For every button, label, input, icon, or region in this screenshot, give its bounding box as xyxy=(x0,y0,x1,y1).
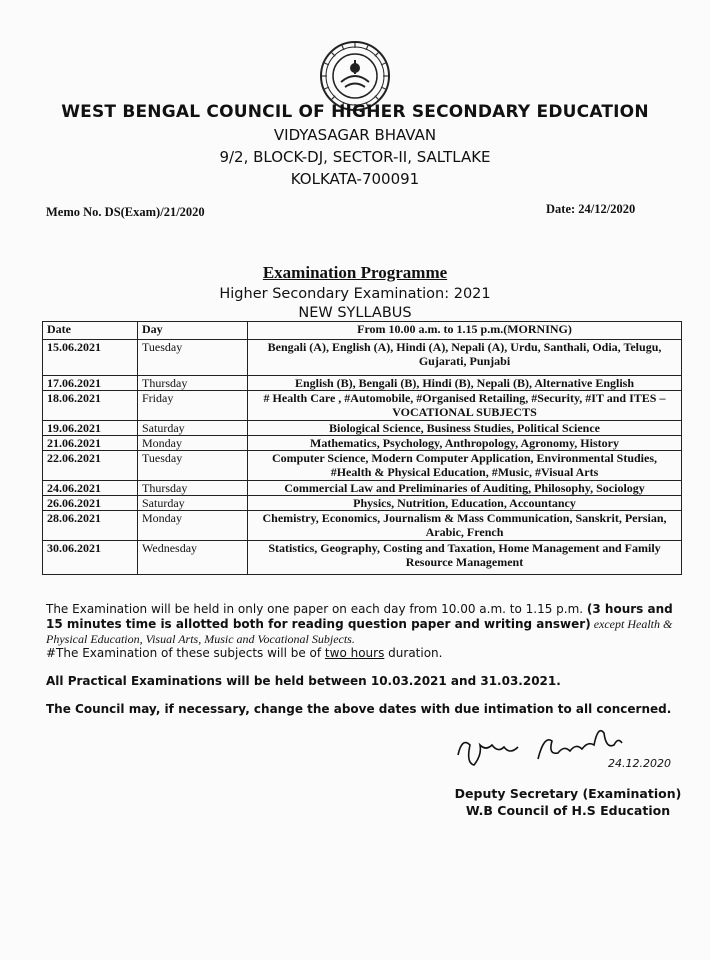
note-text: duration. xyxy=(384,646,443,660)
document-subtitle: Higher Secondary Examination: 2021 xyxy=(219,286,491,302)
row-date: 18.06.2021 xyxy=(43,391,138,421)
table-row xyxy=(43,376,682,391)
row-day: Thursday xyxy=(138,481,248,496)
row-date: 21.06.2021 xyxy=(43,436,138,451)
row-day: Saturday xyxy=(138,421,248,436)
row-date: 28.06.2021 xyxy=(43,511,138,541)
table-header-row xyxy=(43,322,682,340)
header-subjects: From 10.00 a.m. to 1.15 p.m.(MORNING) xyxy=(248,322,682,340)
row-day: Monday xyxy=(138,436,248,451)
signatory-organization: W.B Council of H.S Education xyxy=(465,803,671,818)
note-italic-text: except Health & Physical Education, Visual Arts, Music and Vocational Subjects. xyxy=(46,617,673,646)
table-row xyxy=(43,496,682,511)
handwritten-signature xyxy=(448,715,688,775)
organization-name: WEST BENGAL COUNCIL OF HIGHER SECONDARY EDUCATION xyxy=(61,102,649,122)
row-subjects: Statistics, Geography, Costing and Taxation, Home Management and Family Resource Management xyxy=(248,541,682,575)
table-row xyxy=(43,340,682,376)
row-date: 30.06.2021 xyxy=(43,541,138,575)
table-row xyxy=(43,436,682,451)
note-bold-text: (3 hours and 15 minutes time is allotted both for reading question paper and writing answer) xyxy=(46,602,673,631)
row-date: 26.06.2021 xyxy=(43,496,138,511)
table-row xyxy=(43,421,682,436)
table-row xyxy=(43,541,682,575)
note-text: #The Examination of these subjects will be of xyxy=(46,646,325,660)
signatory-title: Deputy Secretary (Examination) xyxy=(454,786,682,801)
row-date: 15.06.2021 xyxy=(43,340,138,376)
address-line-3: KOLKATA-700091 xyxy=(290,170,420,188)
row-subjects: Computer Science, Modern Computer Application, Environmental Studies, #Health & Physical Education, #Music, #Visual Arts xyxy=(248,451,682,481)
memo-date: Date: 24/12/2020 xyxy=(546,202,636,216)
header-date: Date xyxy=(43,322,138,340)
row-day: Thursday xyxy=(138,376,248,391)
note-text: The Examination will be held in only one paper on each day from 10.00 a.m. to 1.15 p.m. xyxy=(46,602,587,616)
memo-number: Memo No. DS(Exam)/21/2020 xyxy=(46,205,205,219)
row-day: Wednesday xyxy=(138,541,248,575)
document-title: Examination Programme xyxy=(262,263,448,282)
row-subjects: Bengali (A), English (A), Hindi (A), Nepali (A), Urdu, Santhali, Odia, Telugu, Gujarati, Punjabi xyxy=(248,340,682,376)
row-subjects: Commercial Law and Preliminaries of Auditing, Philosophy, Sociology xyxy=(248,481,682,496)
row-date: 19.06.2021 xyxy=(43,421,138,436)
table-row xyxy=(43,481,682,496)
exam-schedule-table xyxy=(42,321,682,575)
signature-date: 24.12.2020 xyxy=(608,757,671,770)
row-date: 24.06.2021 xyxy=(43,481,138,496)
row-date: 22.06.2021 xyxy=(43,451,138,481)
row-subjects: Chemistry, Economics, Journalism & Mass Communication, Sanskrit, Persian, Arabic, French xyxy=(248,511,682,541)
address-line-2: 9/2, BLOCK-DJ, SECTOR-II, SALTLAKE xyxy=(219,148,491,166)
note-council-change: The Council may, if necessary, change the above dates with due intimation to all concerned. xyxy=(46,702,672,716)
note-practical-exams: All Practical Examinations will be held between 10.03.2021 and 31.03.2021. xyxy=(46,674,561,688)
table-row xyxy=(43,511,682,541)
note-exam-duration xyxy=(46,602,686,647)
note-underlined-text: two hours xyxy=(324,646,385,660)
address-line-1: VIDYASAGAR BHAVAN xyxy=(273,126,437,144)
row-day: Tuesday xyxy=(138,451,248,481)
row-subjects: English (B), Bengali (B), Hindi (B), Nepali (B), Alternative English xyxy=(248,376,682,391)
table-row xyxy=(43,391,682,421)
row-date: 17.06.2021 xyxy=(43,376,138,391)
row-subjects: Biological Science, Business Studies, Political Science xyxy=(248,421,682,436)
row-subjects: Physics, Nutrition, Education, Accountancy xyxy=(248,496,682,511)
row-subjects: Mathematics, Psychology, Anthropology, Agronomy, History xyxy=(248,436,682,451)
syllabus-label: NEW SYLLABUS xyxy=(298,305,412,321)
row-day: Friday xyxy=(138,391,248,421)
header-day: Day xyxy=(138,322,248,340)
table-row xyxy=(43,451,682,481)
row-day: Monday xyxy=(138,511,248,541)
row-subjects: # Health Care , #Automobile, #Organised Retailing, #Security, #IT and ITES –VOCATIONAL SUBJECTS xyxy=(248,391,682,421)
row-day: Tuesday xyxy=(138,340,248,376)
row-day: Saturday xyxy=(138,496,248,511)
note-two-hours xyxy=(46,646,686,661)
